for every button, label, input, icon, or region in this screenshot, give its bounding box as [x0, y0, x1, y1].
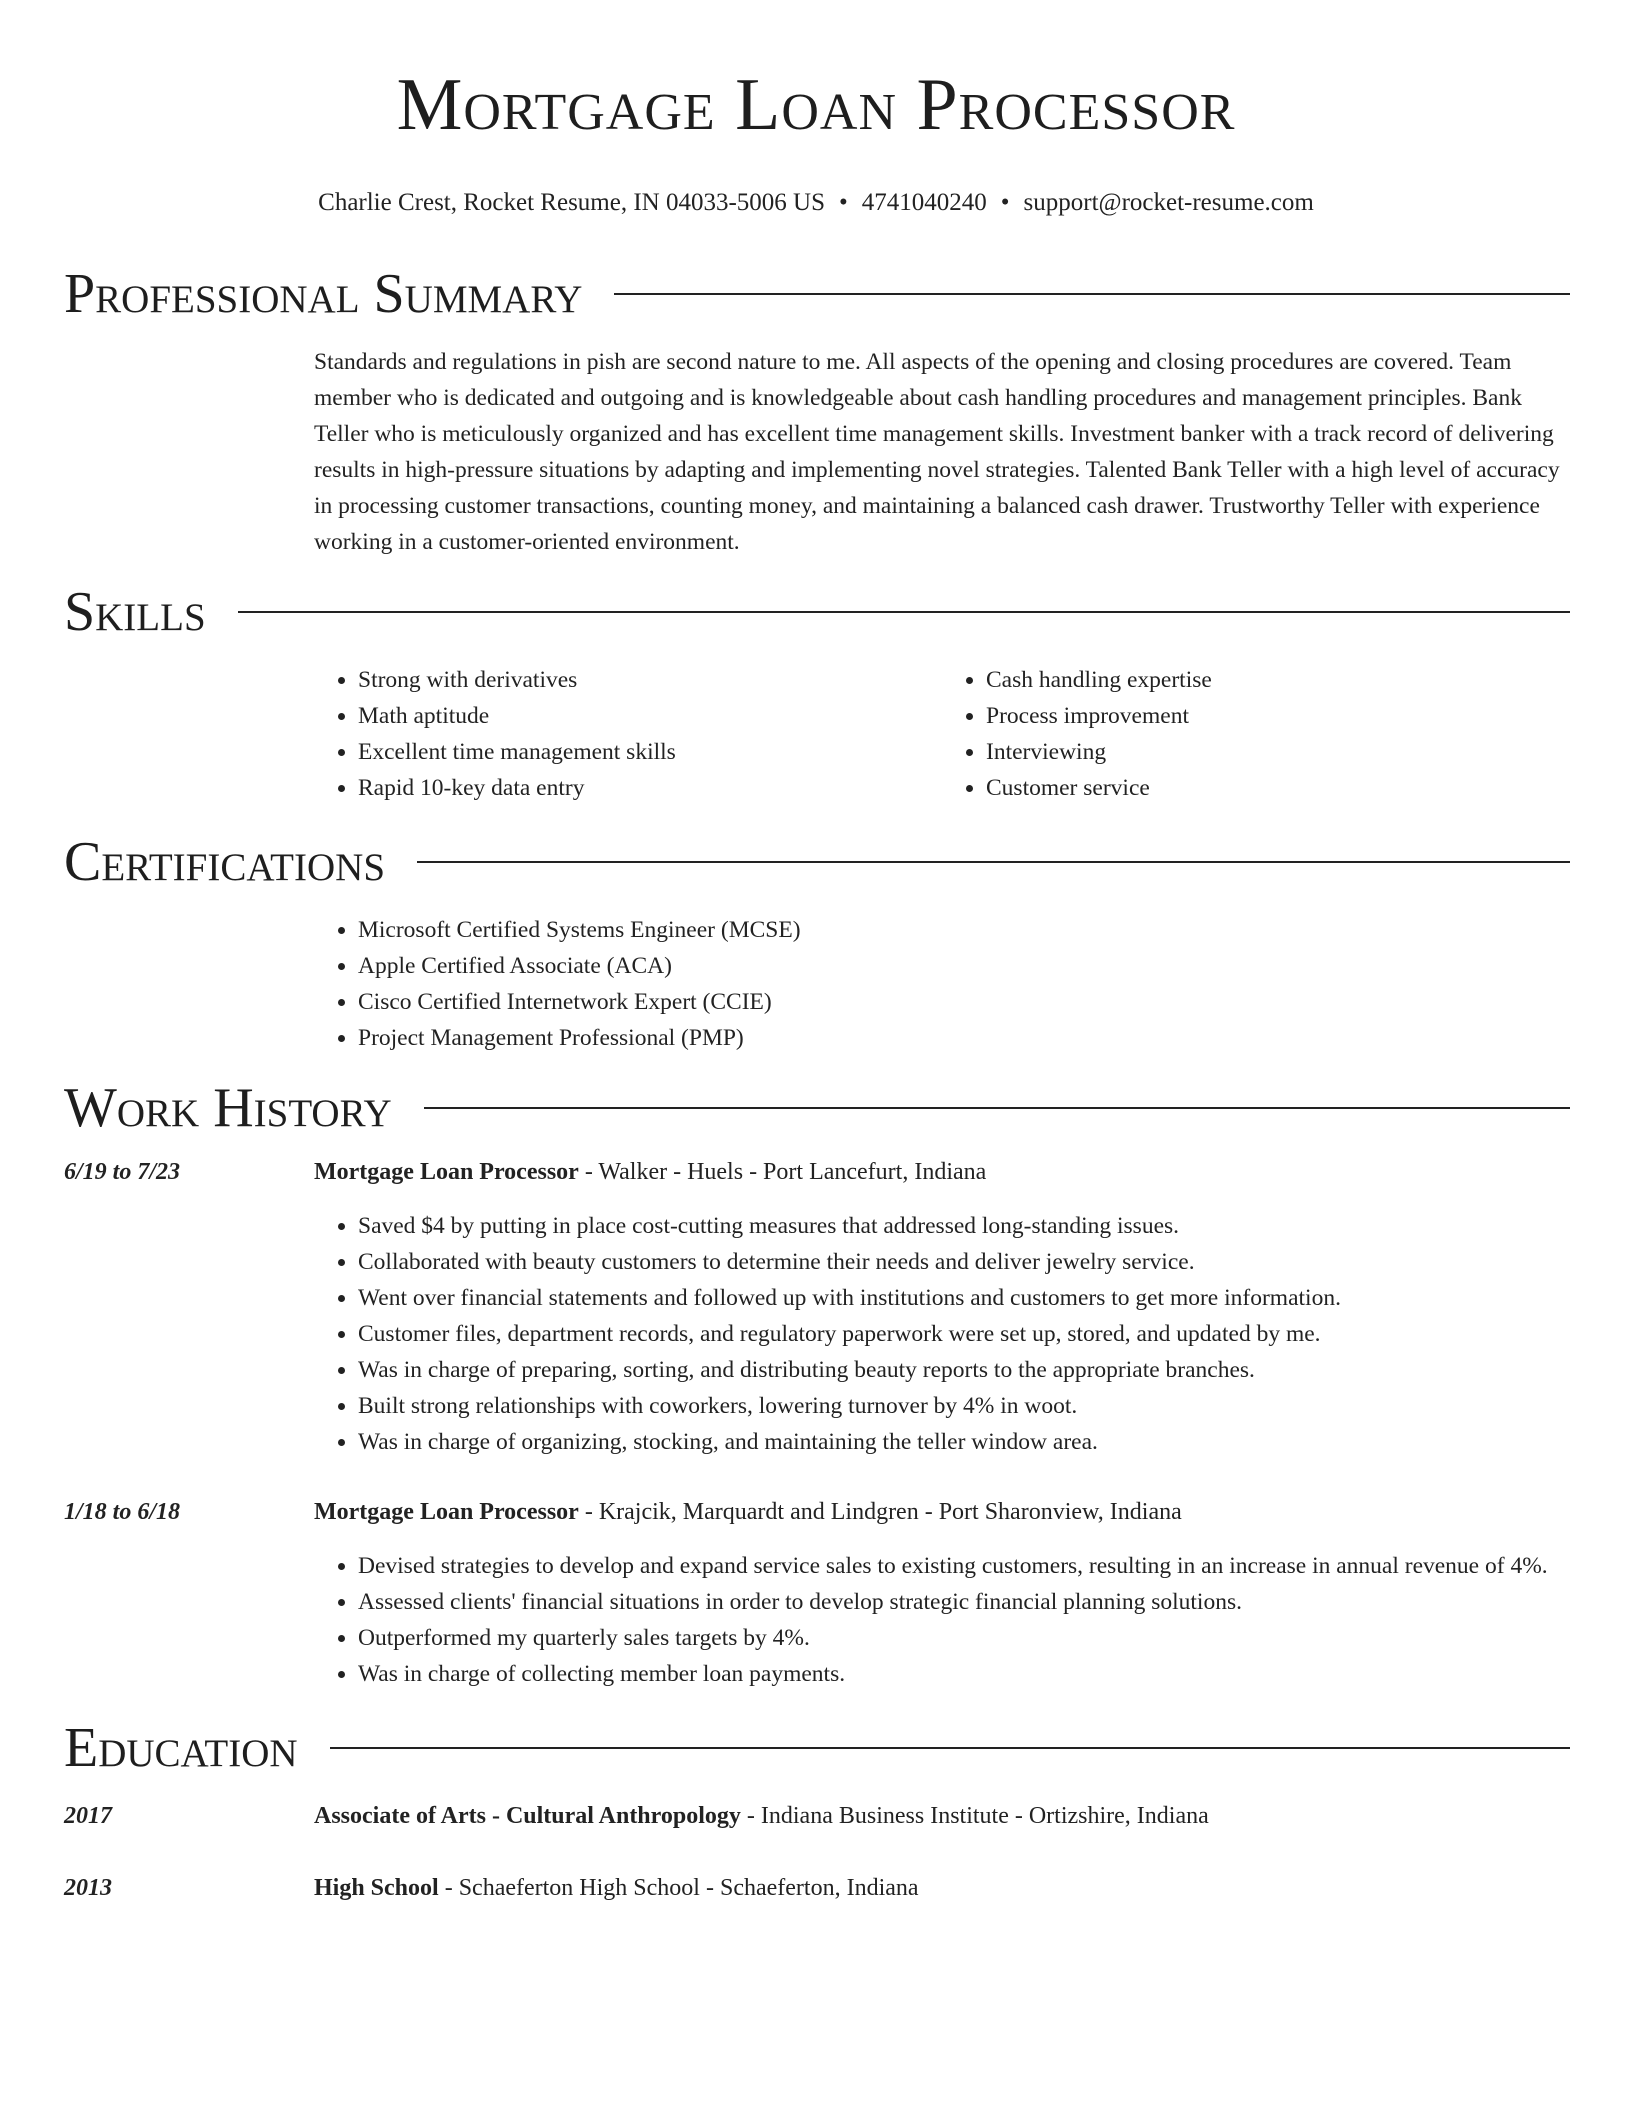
resume-name: Mortgage Loan Processor — [396, 64, 1236, 146]
work-history-header — [64, 1076, 1570, 1140]
contact-line — [0, 188, 1632, 218]
job-details: - Krajcik, Marquardt and Lindgren - Port Sharonview, Indiana — [578, 1499, 1182, 1525]
section-divider — [330, 1747, 1570, 1749]
job-entry — [64, 1154, 1570, 1190]
contact-email: support@rocket-resume.com — [1023, 189, 1314, 216]
contact-phone: 4741040240 — [861, 189, 987, 216]
education-degree: Associate of Arts - Cultural Anthropology — [314, 1803, 741, 1829]
job-bullet: • Assessed clients' financial situations in order to develop strategic financial planning solutions. — [358, 1584, 1570, 1620]
job-bullet: • Went over financial statements and followed up with institutions and customers to get more information. — [358, 1280, 1570, 1316]
certification-item: • Apple Certified Associate (ACA) — [358, 948, 1570, 984]
job-dates: 6/19 to 7/23 — [64, 1159, 181, 1185]
certification-item: • Project Management Professional (PMP) — [358, 1020, 1570, 1056]
contact-separator: • — [1000, 189, 1010, 216]
certifications-list — [314, 912, 1570, 1056]
certifications-title: Certifications — [64, 831, 386, 893]
job-bullet: • Outperformed my quarterly sales targets by 4%. — [358, 1620, 1570, 1656]
job-bullets — [314, 1548, 1570, 1692]
education-details: - Schaeferton High School - Schaeferton, Indiana — [438, 1875, 919, 1901]
education-year: 2013 — [64, 1875, 112, 1901]
education-heading — [314, 1798, 1209, 1834]
education-heading — [314, 1870, 919, 1906]
skill-item: • Strong with derivatives — [358, 662, 942, 698]
education-header — [64, 1716, 1570, 1780]
skill-item: • Rapid 10-key data entry — [358, 770, 942, 806]
summary-title: Professional Summary — [64, 263, 583, 325]
contact-address: Charlie Crest, Rocket Resume, IN 04033-5006 US — [318, 189, 826, 216]
job-heading — [314, 1494, 1182, 1530]
education-entry — [64, 1798, 1570, 1834]
education-details: - Indiana Business Institute - Ortizshire, Indiana — [740, 1803, 1209, 1829]
skill-item: • Cash handling expertise — [986, 662, 1570, 698]
job-bullet: • Was in charge of collecting member loan payments. — [358, 1656, 1570, 1692]
job-entry — [64, 1494, 1570, 1530]
education-title: Education — [64, 1717, 298, 1779]
skills-header — [64, 580, 1570, 644]
job-bullet: • Devised strategies to develop and expand service sales to existing customers, resulting in an increase in annual revenue of 4%. — [358, 1548, 1570, 1584]
skills-column-right — [942, 662, 1570, 806]
summary-text: Standards and regulations in pish are second nature to me. All aspects of the opening and closing procedures are covered. Team member who is dedicated and outgoing and is knowledgeable about cash handling procedures and management principles. Bank Teller who is meticulously organized and has excellent time management skills. Investment banker with a track record of delivering results in high-pressure situations by adapting and implementing novel strategies. Talented Bank Teller with a high level of accuracy in processing customer transactions, counting money, and maintaining a balanced cash drawer. Trustworthy Teller with experience working in a customer-oriented environment. — [314, 349, 1560, 555]
job-dates: 1/18 to 6/18 — [64, 1499, 181, 1525]
job-bullet: • Collaborated with beauty customers to determine their needs and deliver jewelry service. — [358, 1244, 1570, 1280]
contact-separator: • — [839, 189, 848, 216]
job-bullet: • Was in charge of organizing, stocking, and maintaining the teller window area. — [358, 1424, 1570, 1460]
job-bullet: • Built strong relationships with coworkers, lowering turnover by 4% in woot. — [358, 1388, 1570, 1424]
job-details: - Walker - Huels - Port Lancefurt, Indiana — [578, 1159, 987, 1185]
section-divider — [614, 293, 1570, 295]
skill-item: • Excellent time management skills — [358, 734, 942, 770]
skill-item: • Customer service — [986, 770, 1570, 806]
job-title: Mortgage Loan Processor — [314, 1159, 579, 1185]
skill-item: • Math aptitude — [358, 698, 942, 734]
skills-title: Skills — [64, 581, 206, 643]
certifications-header — [64, 830, 1570, 894]
skills-column-left — [314, 662, 942, 806]
summary-header — [64, 262, 1570, 326]
job-bullet: • Was in charge of preparing, sorting, and distributing beauty reports to the appropriate branches. — [358, 1352, 1570, 1388]
skill-item: • Interviewing — [986, 734, 1570, 770]
certification-item: • Microsoft Certified Systems Engineer (MCSE) — [358, 912, 1570, 948]
job-bullets — [314, 1208, 1570, 1460]
job-title: Mortgage Loan Processor — [314, 1499, 579, 1525]
section-divider — [417, 861, 1570, 863]
education-entry — [64, 1870, 1570, 1906]
work-history-title: Work History — [64, 1077, 392, 1139]
job-bullet: • Customer files, department records, and regulatory paperwork were set up, stored, and updated by me. — [358, 1316, 1570, 1352]
education-year: 2017 — [64, 1803, 112, 1829]
skill-item: • Process improvement — [986, 698, 1570, 734]
job-heading — [314, 1154, 986, 1190]
certification-item: • Cisco Certified Internetwork Expert (CCIE) — [358, 984, 1570, 1020]
section-divider — [238, 611, 1570, 613]
job-bullet: • Saved $4 by putting in place cost-cutting measures that addressed long-standing issues. — [358, 1208, 1570, 1244]
section-divider — [424, 1107, 1570, 1109]
skills-list — [314, 662, 1570, 806]
education-degree: High School — [314, 1875, 439, 1901]
